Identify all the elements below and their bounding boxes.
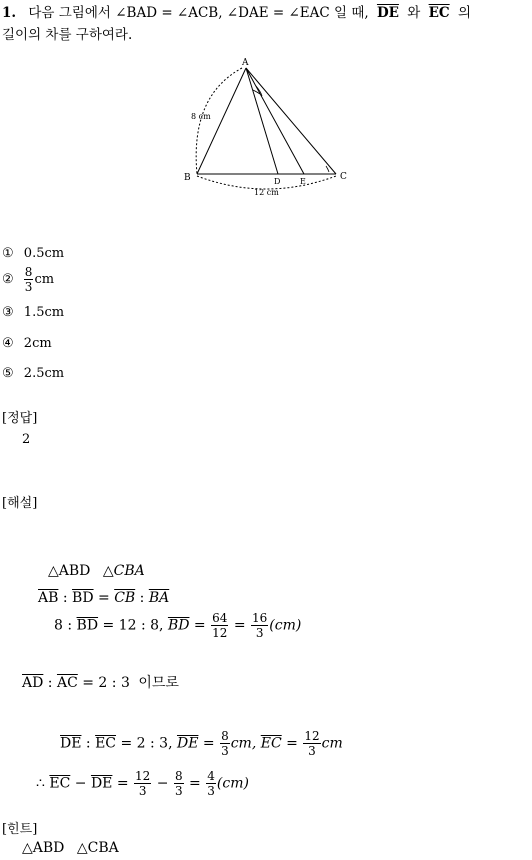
segment-ba: $\overline{BA}$: [148, 590, 170, 606]
explanation-de-ec: $\overline{DE}$ : $\overline{EC} = 2$ : 3, $\overline{DE}$ = $\frac{8}{3}$ cm, $\overline{EC}$ = $\frac{12}{3}$ cm: [60, 729, 343, 758]
fraction-8-3-b: $\frac{8}{3}$: [174, 769, 183, 798]
explanation-difference: ∴ $\overline{EC} - \overline{DE}$ = $\frac{12}{3}$ − $\frac{8}{3}$ = $\frac{4}{3}$ (cm): [36, 769, 249, 798]
fraction-4-3: $\frac{4}{3}$: [207, 769, 215, 798]
calc-prefix: 8 :: [54, 617, 73, 634]
segment-ec-italic: $\overline{EC}$: [260, 735, 282, 752]
ec-unit: cm: [321, 735, 343, 752]
therefore-symbol: ∴: [36, 775, 45, 792]
segment-ad-text: $\overline{AD}$: [22, 675, 44, 691]
segment-ae: [246, 68, 304, 174]
segment-cb: $\overline{CB}$: [114, 590, 136, 606]
question-line-1: [2, 2, 471, 24]
hint-triangle-abd: △ABD: [22, 840, 65, 856]
hint-text: [22, 840, 119, 856]
segment-ab: $\overline{AB}$: [38, 590, 59, 606]
segment-ec-diff: $\overline{EC}$: [49, 775, 71, 792]
geometry-figure: [180, 56, 360, 204]
segment-de-text: $\overline{DE}$: [60, 735, 82, 752]
fraction-16-3: $\frac{16}{3}$: [252, 611, 268, 640]
choice-3[interactable]: [2, 305, 64, 320]
choice-4-text: 2cm: [23, 336, 52, 351]
choice-3-text: 1.5cm: [23, 305, 65, 320]
choice-5[interactable]: [2, 366, 64, 381]
length-ab-label: 8 cm: [191, 112, 211, 121]
ad-ac-tail: 이므로: [138, 675, 179, 691]
explanation-bd-calc: 8 : $\overline{BD} = 12$ : 8, $\overline{BD}$ = $\frac{64}{12}$ = $\frac{16}{3}$ (cm): [54, 611, 302, 640]
side-ac: [246, 68, 336, 174]
choice-3-marker: ③: [2, 305, 14, 320]
fraction-12-3-b: $\frac{12}{3}$: [135, 769, 151, 798]
choice-5-marker: ⑤: [2, 366, 14, 381]
calc-mid: = 12 : 8,: [102, 617, 164, 634]
choice-4-marker: ④: [2, 336, 14, 351]
segment-de-diff: $\overline{DE}$: [90, 775, 113, 792]
point-d-label: D: [274, 177, 281, 186]
triangle-cba-italic: CBA: [113, 563, 145, 579]
choice-2-marker: ②: [2, 272, 14, 287]
choice-1-marker: ①: [2, 246, 14, 261]
segment-ec-text: $\overline{EC}$: [95, 735, 117, 752]
choice-5-text: 2.5cm: [23, 366, 65, 381]
vertex-a-label: A: [242, 58, 249, 68]
fraction-8-3: $\frac{8}{3}$: [221, 729, 229, 758]
de-ec-ratio: = 2 : 3,: [120, 735, 173, 752]
explanation-label: [해설]: [2, 496, 38, 511]
explanation-similar: [48, 563, 145, 579]
fraction-12-3: $\frac{12}{3}$: [304, 729, 320, 758]
choice-1-text: 0.5cm: [23, 246, 65, 261]
segment-ac-text: $\overline{AC}$: [56, 675, 78, 691]
hint-triangle-cba: △CBA: [76, 840, 119, 856]
segment-de: $\overline{DE}$: [376, 5, 399, 21]
angle-mark-c: [326, 166, 329, 172]
explanation-ratio: $\overline{AB}$ : $\overline{BD} = \overline{CB}$ : $\overline{BA}$: [38, 590, 170, 606]
diff-unit: (cm): [216, 775, 249, 792]
triangle-symbol: △: [102, 563, 114, 579]
ad-ac-ratio: = 2 : 3: [82, 675, 130, 691]
side-ab: [197, 68, 246, 174]
segment-de-italic: $\overline{DE}$: [176, 735, 199, 752]
segment-ec: $\overline{EC}$: [428, 5, 450, 21]
arc-ab: [196, 68, 242, 174]
minus-sign: −: [74, 775, 87, 792]
de-unit: cm,: [230, 735, 257, 752]
calc-unit: (cm): [269, 617, 302, 634]
segment-bd: $\overline{BD}$: [72, 590, 94, 606]
fraction-64-12: $\frac{64}{12}$: [212, 611, 228, 640]
choice-4[interactable]: [2, 336, 52, 351]
triangle-abd: △ABD: [48, 563, 91, 579]
choice-2-fraction: [24, 266, 34, 293]
choice-2[interactable]: [2, 266, 54, 293]
choice-2-unit: cm: [34, 272, 55, 287]
question-text-1: 다음 그림에서 ∠BAD = ∠ACB, ∠DAE = ∠EAC 일 때,: [28, 5, 369, 21]
question-line-2: 길이의 차를 구하여라.: [2, 27, 133, 43]
question-number: 1.: [2, 5, 17, 21]
hint-label: [힌트]: [2, 822, 38, 837]
answer-value: 2: [22, 432, 31, 447]
choice-1[interactable]: [2, 246, 64, 261]
length-bc-label: 12 cm: [254, 188, 279, 197]
vertex-c-label: C: [340, 172, 347, 182]
explanation-ad-ac: $\overline{AD}$ : $\overline{AC} = 2$ : 3 이므로: [22, 675, 179, 691]
vertex-b-label: B: [184, 173, 191, 183]
question-wa: 와: [407, 5, 421, 21]
answer-label: [정답]: [2, 411, 38, 426]
segment-bd-italic: $\overline{BD}$: [167, 617, 190, 634]
segment-ad: [246, 68, 278, 174]
question-eui: 의: [457, 5, 471, 21]
point-e-label: E: [300, 177, 306, 186]
choice-2-num: 8: [24, 265, 33, 279]
choice-2-den: 3: [24, 280, 33, 294]
segment-bd-2: $\overline{BD}$: [76, 617, 99, 634]
